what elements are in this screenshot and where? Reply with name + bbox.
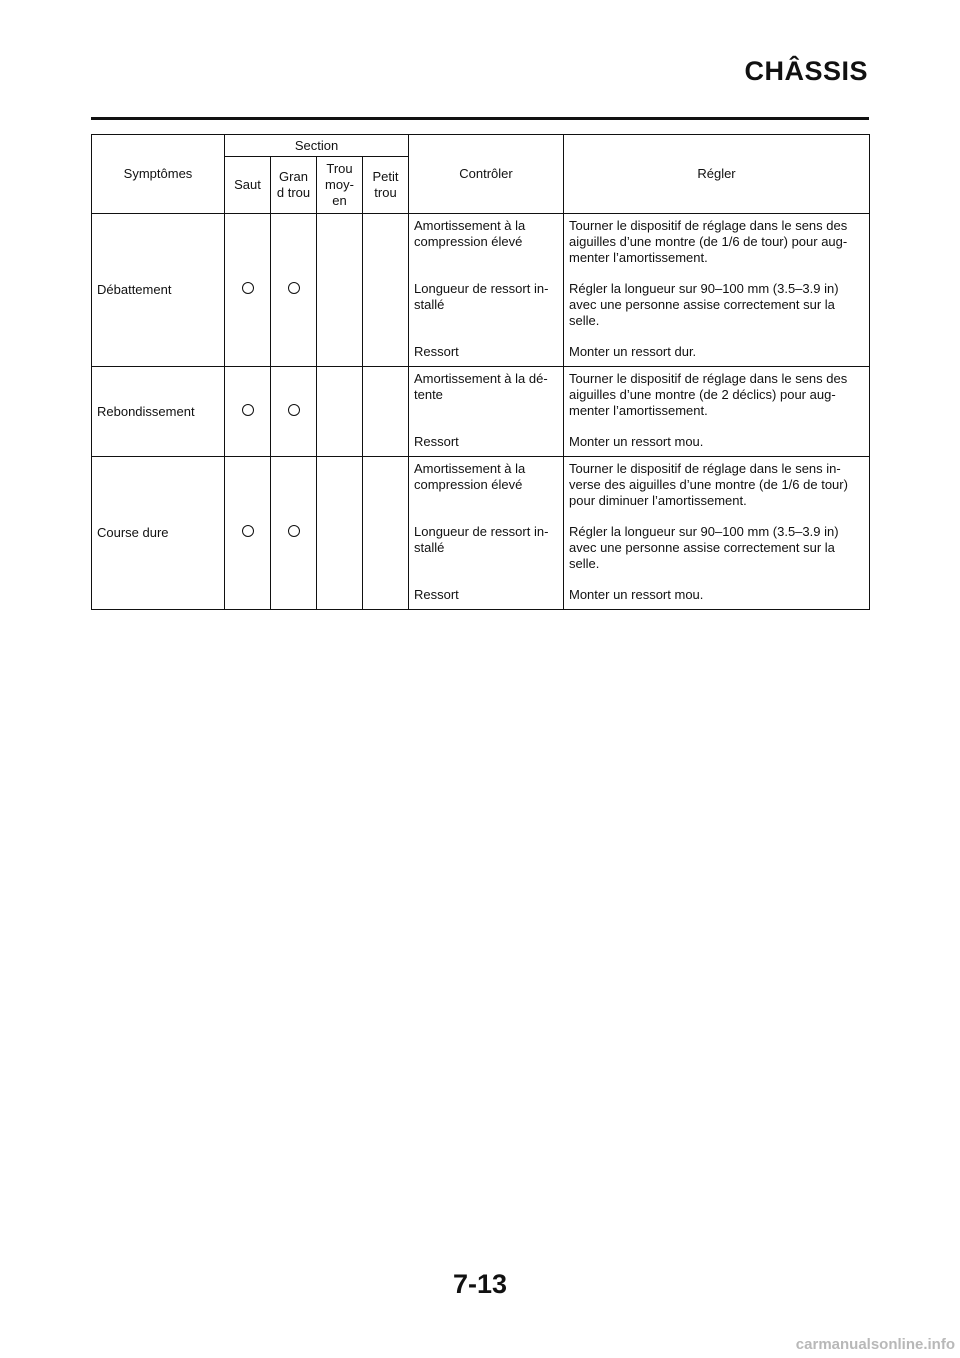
page-number: 7-13: [452, 1269, 508, 1299]
adjust-cell: [564, 457, 870, 610]
section-mark-cell: [271, 214, 317, 367]
page-title: CHÂSSIS: [744, 56, 868, 86]
circle-mark-icon: [288, 282, 300, 294]
check-item: Ressort: [414, 434, 459, 449]
check-cell: [409, 457, 564, 610]
check-cell: [409, 367, 564, 457]
section-mark-cell: [363, 367, 409, 457]
section-mark-cell: [271, 367, 317, 457]
header-section-col: Petit trou: [363, 157, 409, 214]
adjust-cell: [564, 367, 870, 457]
adjust-item: Tourner le dispositif de réglage dans le sens in-verse des aiguilles d’une montre (de 1/6 de tour) pour diminuer l’amortissement.: [569, 461, 848, 508]
adjust-item: Monter un ressort mou.: [569, 434, 704, 449]
section-mark-cell: [225, 214, 271, 367]
section-mark-cell: [363, 214, 409, 367]
suspension-settings-table: [91, 134, 870, 610]
symptom-cell: Débattement: [92, 214, 225, 367]
section-mark-cell: [225, 457, 271, 610]
header-section-col: Gran d trou: [271, 157, 317, 214]
header-section-col: Saut: [225, 157, 271, 214]
circle-mark-icon: [242, 525, 254, 537]
section-mark-cell: [225, 367, 271, 457]
section-mark-cell: [317, 367, 363, 457]
watermark: carmanualsonline.info: [795, 1336, 955, 1353]
table-row: [92, 457, 870, 610]
adjust-item: Monter un ressort mou.: [569, 587, 704, 602]
header-symptoms: Symptômes: [92, 135, 225, 214]
section-mark-cell: [363, 457, 409, 610]
header-section-col: Trou moy- en: [317, 157, 363, 214]
adjust-cell: [564, 214, 870, 367]
adjust-item: Tourner le dispositif de réglage dans le sens des aiguilles d’une montre (de 1/6 de tour) pour aug-menter l’amortissement.: [569, 218, 848, 265]
section-mark-cell: [317, 457, 363, 610]
header-rule: [91, 117, 869, 120]
adjust-item: Tourner le dispositif de réglage dans le sens des aiguilles d’une montre (de 2 déclics) pour aug-menter l’amortissement.: [569, 371, 848, 418]
adjust-item: Monter un ressort dur.: [569, 344, 697, 359]
circle-mark-icon: [242, 404, 254, 416]
section-mark-cell: [317, 214, 363, 367]
check-item: Longueur de ressort in-stallé: [414, 281, 549, 312]
check-cell: [409, 214, 564, 367]
symptom-cell: Rebondissement: [92, 367, 225, 457]
table-row: [92, 367, 870, 457]
circle-mark-icon: [288, 404, 300, 416]
header-section: Section: [225, 135, 409, 157]
check-item: Amortissement à la compression élevé: [414, 218, 526, 249]
header-check: Contrôler: [409, 135, 564, 214]
circle-mark-icon: [242, 282, 254, 294]
circle-mark-icon: [288, 525, 300, 537]
adjust-item: Régler la longueur sur 90–100 mm (3.5–3.9 in) avec une personne assise correctement sur la selle.: [569, 524, 839, 571]
check-item: Ressort: [414, 587, 459, 602]
section-mark-cell: [271, 457, 317, 610]
header-adjust: Régler: [564, 135, 870, 214]
adjust-item: Régler la longueur sur 90–100 mm (3.5–3.9 in) avec une personne assise correctement sur la selle.: [569, 281, 839, 328]
check-item: Amortissement à la compression élevé: [414, 461, 526, 492]
symptom-cell: Course dure: [92, 457, 225, 610]
check-item: Longueur de ressort in-stallé: [414, 524, 549, 555]
check-item: Ressort: [414, 344, 459, 359]
table-row: [92, 214, 870, 367]
check-item: Amortissement à la dé-tente: [414, 371, 548, 402]
